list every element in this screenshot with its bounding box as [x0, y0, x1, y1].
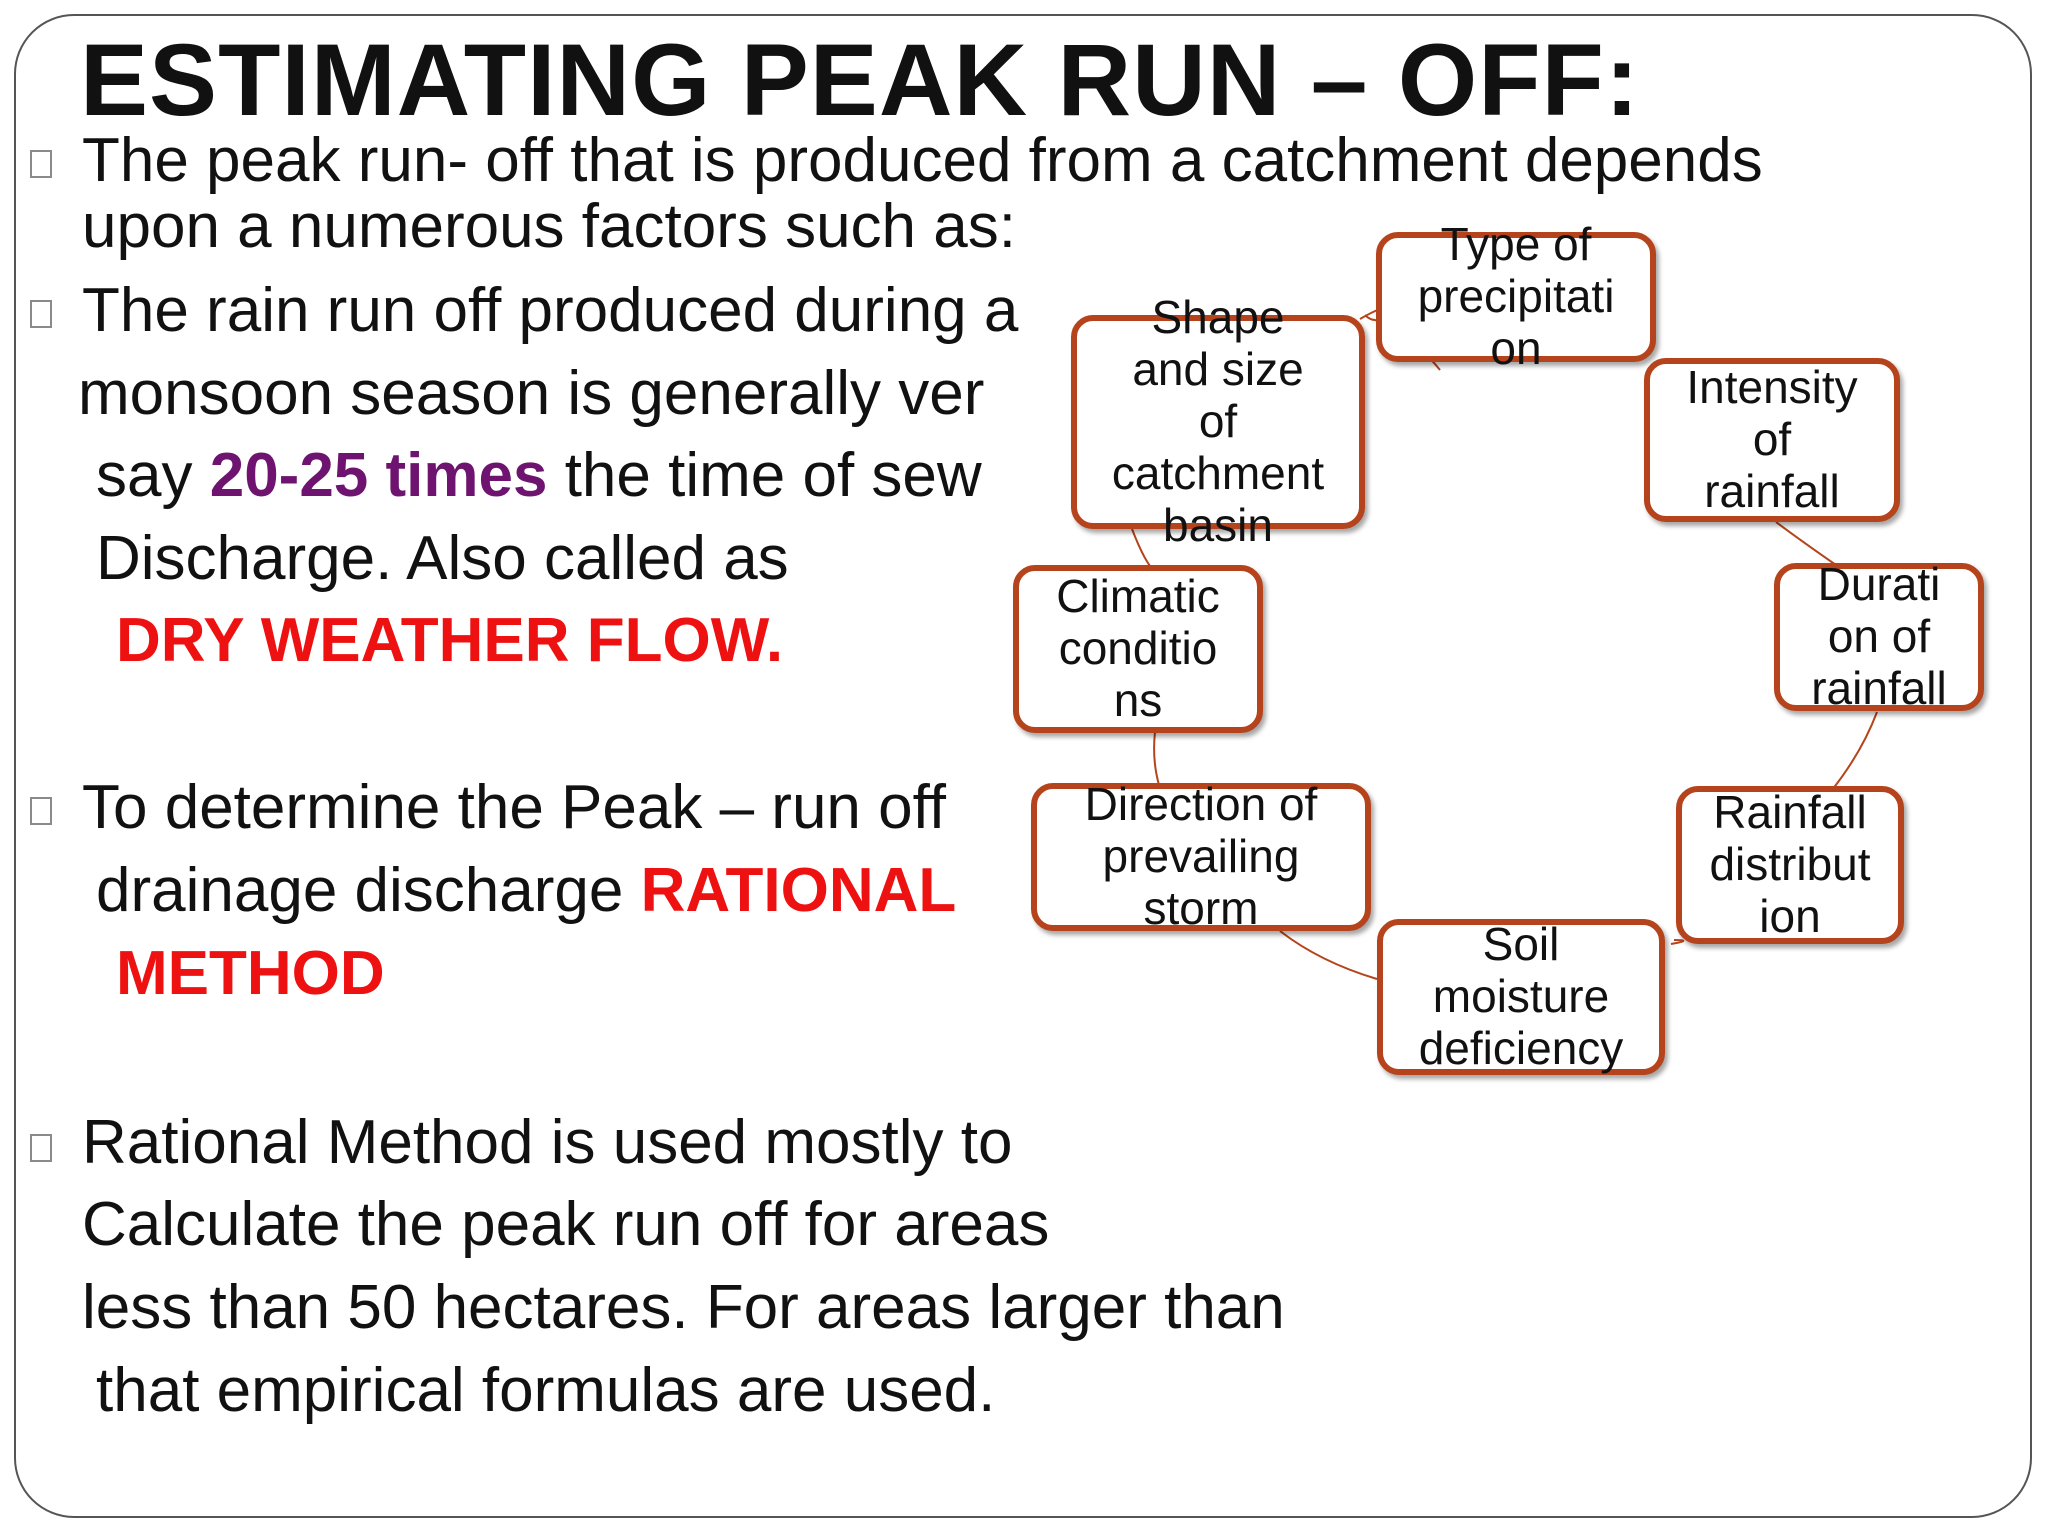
- connector-line: [1154, 732, 1159, 785]
- factor-node-direction-of-prevailing-storm: Direction of prevailing storm: [1031, 783, 1371, 931]
- bullet4-line4: that empirical formulas are used.: [96, 1356, 996, 1425]
- factor-node-climatic-conditions: Climatic conditio ns: [1013, 565, 1263, 733]
- highlight-20-25-times: 20-25 times: [209, 441, 548, 510]
- bullet3-line1: To determine the Peak – run off: [82, 773, 946, 842]
- factor-node-soil-moisture-deficiency: Soil moisture deficiency: [1377, 919, 1665, 1075]
- connector-line: [1832, 712, 1877, 790]
- bullet4-line2: Calculate the peak run off for areas: [82, 1190, 1050, 1259]
- dry-weather-flow-label: DRY WEATHER FLOW.: [116, 606, 784, 675]
- bullet1-line1: The peak run- off that is produced from a catchment depends: [82, 126, 1763, 195]
- factor-node-type-of-precipitation: Type of precipitati on: [1376, 232, 1656, 362]
- factor-node-rainfall-distribution: Rainfall distribut ion: [1676, 786, 1904, 944]
- bullet4-line3: less than 50 hectares. For areas larger than: [82, 1273, 1285, 1342]
- bullet2-line4: Discharge. Also called as: [96, 524, 789, 593]
- bullet2-line2: monsoon season is generally ver: [78, 359, 985, 428]
- factor-node-duration-of-rainfall: Durati on of rainfall: [1774, 563, 1984, 711]
- bullet1-line2: upon a numerous factors such as:: [82, 192, 1016, 261]
- bullet2-line3-suffix: the time of sew: [547, 441, 982, 510]
- bullet2-line1: The rain run off produced during a: [82, 276, 1019, 345]
- connector-line: [1671, 940, 1683, 944]
- connector-line: [1280, 931, 1377, 979]
- bullet2-line3-prefix: say: [96, 441, 210, 510]
- rational-label: RATIONAL: [640, 856, 957, 925]
- method-label: METHOD: [116, 939, 385, 1008]
- factor-node-intensity-of-rainfall: Intensity of rainfall: [1644, 358, 1900, 522]
- bullet3-line2-prefix: drainage discharge: [96, 856, 641, 925]
- bullet4-line1: Rational Method is used mostly to: [82, 1108, 1013, 1177]
- slide-title: ESTIMATING PEAK RUN – OFF:: [80, 23, 1640, 137]
- factor-node-shape-and-size-of-catchment: Shape and size of catchment basin: [1071, 315, 1365, 529]
